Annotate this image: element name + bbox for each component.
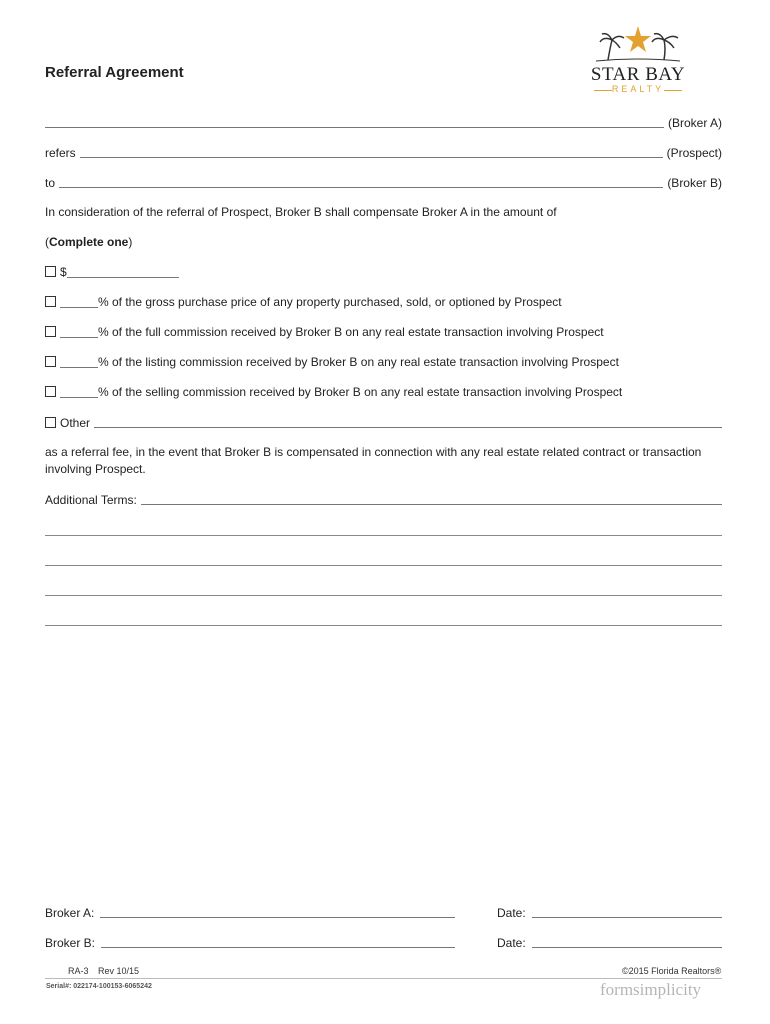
checkbox-other[interactable]: [45, 417, 56, 428]
logo-wordmark: STAR BAY: [590, 64, 686, 85]
broker-a-signature-row: [45, 904, 455, 920]
referral-fee-text: as a referral fee, in the event that Broker B is compensated in connection with any real estate related contract or transaction involving Prospect.: [45, 445, 702, 476]
option-gross: [45, 295, 562, 309]
option-listing: [45, 355, 619, 369]
star-bay-realty-logo: [588, 24, 688, 100]
date-label: Date:: [497, 936, 526, 950]
paren-open: (: [45, 235, 49, 249]
broker-b-date-field[interactable]: [532, 936, 722, 948]
dollar-amount-field[interactable]: [67, 267, 179, 278]
checkbox-gross[interactable]: [45, 296, 56, 307]
additional-terms-row: [45, 491, 722, 507]
broker-b-date-row: [497, 934, 722, 950]
option-full: [45, 325, 604, 339]
full-percent-field[interactable]: [60, 327, 98, 338]
document-title: Referral Agreement: [45, 64, 184, 81]
logo-subtitle: REALTY: [611, 84, 665, 94]
option-dollar: [45, 265, 179, 279]
prospect-suffix: (Prospect): [666, 146, 722, 160]
form-revision: Rev 10/15: [98, 966, 140, 976]
formsimplicity-logo: formsimplicity: [600, 980, 702, 999]
refers-label: refers: [45, 146, 76, 160]
broker-a-row: [45, 114, 722, 130]
listing-percent-field[interactable]: [60, 357, 98, 368]
to-label: to: [45, 176, 56, 190]
checkbox-full[interactable]: [45, 326, 56, 337]
additional-terms-label: Additional Terms:: [45, 493, 137, 507]
consideration-text: In consideration of the referral of Prospect, Broker B shall compensate Broker A in the amount of: [45, 205, 557, 219]
gross-text: % of the gross purchase price of any property purchased, sold, or optioned by Prospect: [98, 295, 562, 309]
dollar-sign: $: [60, 265, 67, 279]
broker-b-signature-field[interactable]: [101, 936, 455, 948]
broker-a-date-field[interactable]: [532, 906, 722, 918]
additional-terms-field[interactable]: [141, 493, 722, 505]
broker-a-signature-label: Broker A:: [45, 906, 95, 920]
other-label: Other: [60, 416, 91, 430]
selling-text: % of the selling commission received by Broker B on any real estate transaction involving Prospect: [98, 385, 623, 399]
broker-a-suffix: (Broker A): [667, 116, 722, 130]
selling-percent-field[interactable]: [60, 387, 98, 398]
broker-a-date-row: [497, 904, 722, 920]
full-text: % of the full commission received by Broker B on any real estate transaction involving Prospect: [98, 325, 604, 339]
additional-terms-line[interactable]: [45, 565, 722, 566]
serial-number: Serial#: 022174-100153-6065242: [46, 983, 152, 990]
paren-close: ): [128, 235, 133, 249]
broker-a-field[interactable]: [45, 116, 664, 128]
broker-b-signature-row: [45, 934, 455, 950]
broker-b-signature-label: Broker B:: [45, 936, 96, 950]
form-id: RA-3: [68, 966, 89, 976]
copyright: ©2015 Florida Realtors®: [622, 966, 722, 976]
additional-terms-line[interactable]: [45, 625, 722, 626]
prospect-row: [45, 144, 722, 160]
checkbox-selling[interactable]: [45, 386, 56, 397]
additional-terms-line[interactable]: [45, 535, 722, 536]
additional-terms-line[interactable]: [45, 595, 722, 596]
other-field[interactable]: [94, 416, 722, 428]
broker-b-suffix: (Broker B): [667, 176, 722, 190]
gross-percent-field[interactable]: [60, 297, 98, 308]
listing-text: % of the listing commission received by Broker B on any real estate transaction involving Prospect: [98, 355, 619, 369]
checkbox-dollar[interactable]: [45, 266, 56, 277]
palm-star-icon: [588, 24, 688, 64]
logo-divider: [664, 90, 682, 91]
option-selling: [45, 385, 622, 399]
broker-a-signature-field[interactable]: [100, 906, 455, 918]
footer-divider: [45, 978, 722, 979]
broker-b-field[interactable]: [59, 176, 663, 188]
prospect-field[interactable]: [80, 146, 663, 158]
other-label-wrap: [45, 416, 94, 430]
complete-one-label: Complete one: [49, 235, 129, 249]
option-other: [45, 414, 722, 430]
broker-b-row: [45, 174, 722, 190]
date-label: Date:: [497, 906, 526, 920]
checkbox-listing[interactable]: [45, 356, 56, 367]
complete-one-text: [45, 235, 132, 249]
